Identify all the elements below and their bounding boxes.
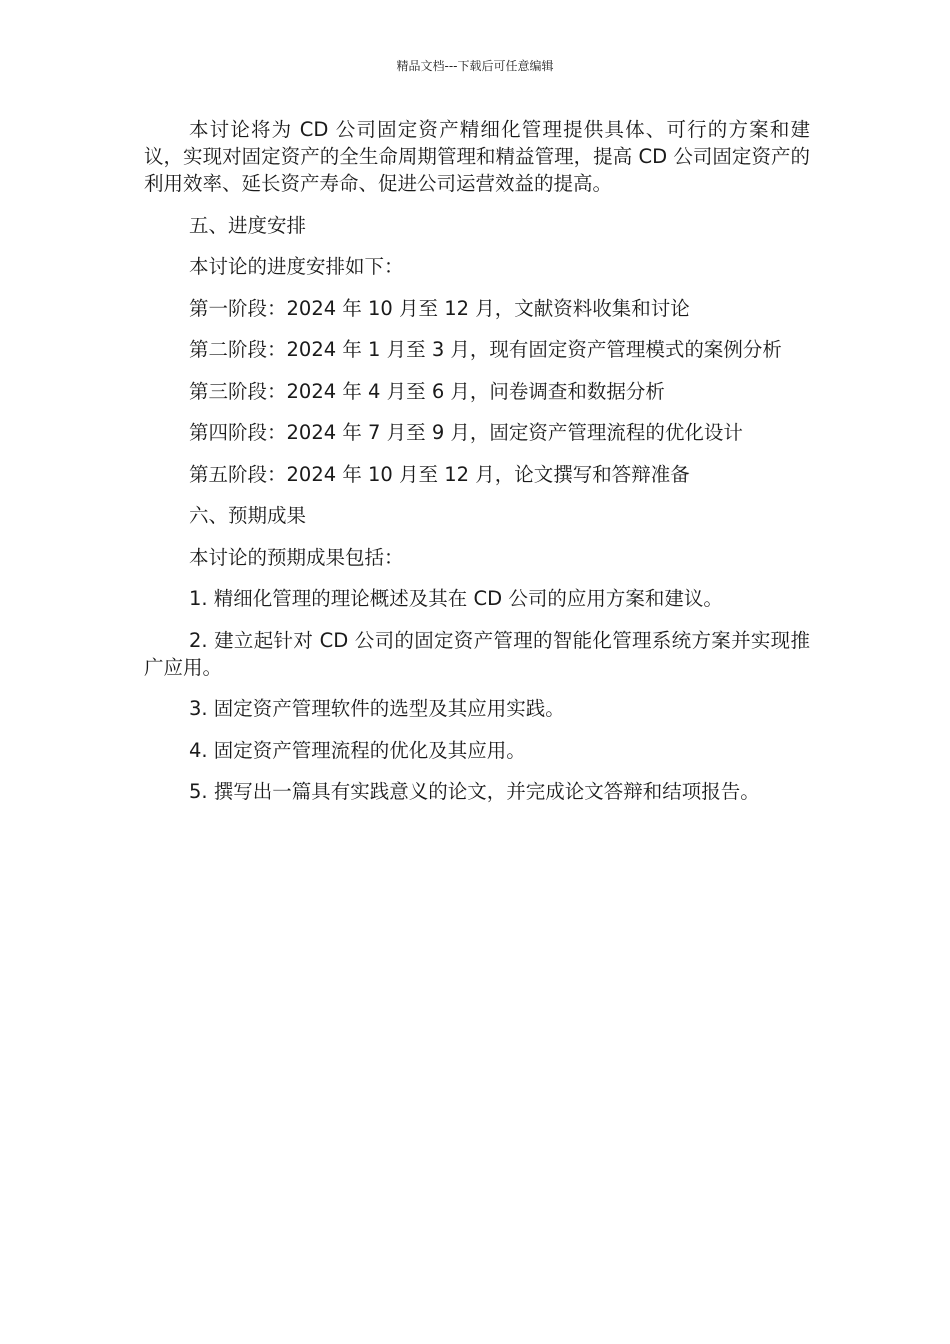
schedule-intro: 本讨论的进度安排如下： <box>189 255 404 278</box>
outcomes-intro: 本讨论的预期成果包括： <box>189 545 404 569</box>
section-heading-schedule: 五、进度安排 <box>189 213 307 237</box>
section-heading-outcomes: 六、预期成果 <box>189 504 307 527</box>
document-body <box>144 116 810 820</box>
outcome-item-1: 1. 精细化管理的理论概述及其在 CD 公司的应用方案和建议。 <box>189 587 723 610</box>
outcome-item-3: 3. 固定资产管理软件的选型及其应用实践。 <box>189 697 565 720</box>
schedule-stage-5: 第五阶段：2024 年 10 月至 12 月，论文撰写和答辩准备 <box>189 462 690 486</box>
outcome-item-5: 5. 撰写出一篇具有实践意义的论文，并完成论文答辩和结项报告。 <box>189 780 760 803</box>
schedule-stage-4: 第四阶段：2024 年 7 月至 9 月，固定资产管理流程的优化设计 <box>189 421 743 444</box>
schedule-stage-1: 第一阶段：2024 年 10 月至 12 月，文献资料收集和讨论 <box>189 296 690 320</box>
outcome-item-4: 4. 固定资产管理流程的优化及其应用。 <box>189 738 526 762</box>
page-header: 精品文档---下载后可任意编辑 <box>396 59 554 73</box>
schedule-stage-2: 第二阶段：2024 年 1 月至 3 月，现有固定资产管理模式的案例分析 <box>189 338 782 361</box>
schedule-stage-3: 第三阶段：2024 年 4 月至 6 月，问卷调查和数据分析 <box>189 379 665 403</box>
outcome-item-2: 2. 建立起针对 CD 公司的固定资产管理的智能化管理系统方案并实现推广应用。 <box>144 628 810 679</box>
intro-paragraph: 本讨论将为 CD 公司固定资产精细化管理提供具体、可行的方案和建议，实现对固定资产的全生命周期管理和精益管理，提高 CD 公司固定资产的利用效率、延长资产寿命、促进公司运营效益的提高。 <box>144 118 810 195</box>
